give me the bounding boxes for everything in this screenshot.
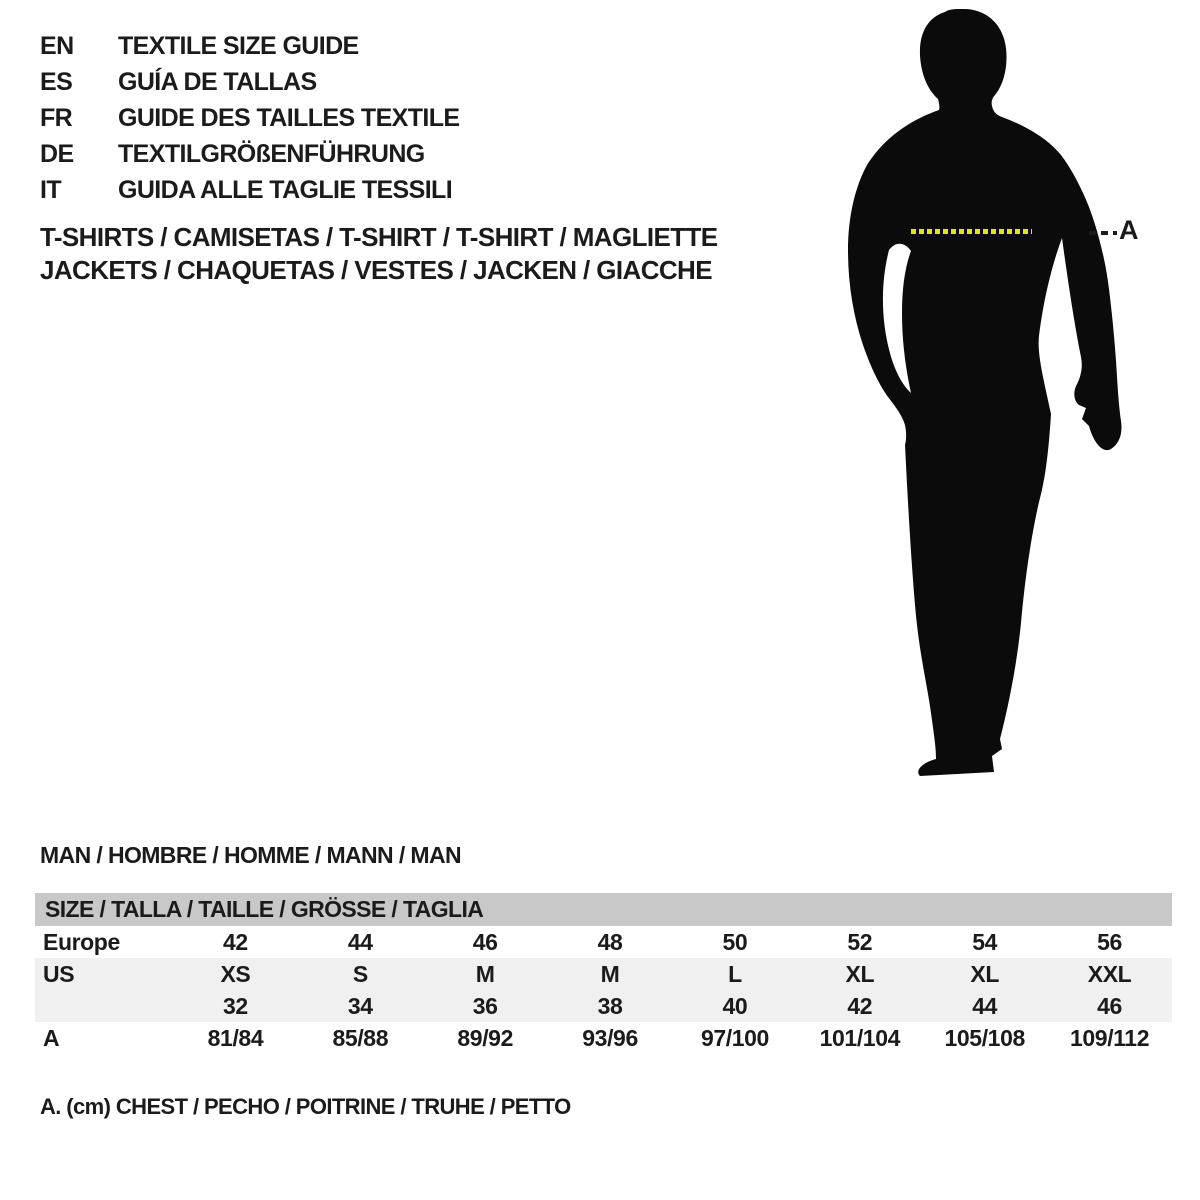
language-code: ES	[40, 68, 73, 96]
size-cell: 38	[597, 992, 623, 1019]
size-cell: 44	[972, 992, 998, 1019]
product-line: JACKETS / CHAQUETAS / VESTES / JACKEN / GIACCHE	[40, 255, 712, 285]
language-row	[40, 136, 460, 172]
language-code: IT	[40, 176, 62, 204]
row-label: Europe	[43, 928, 120, 955]
table-row	[35, 958, 1172, 990]
size-cell: 109/112	[1070, 1024, 1150, 1051]
size-cell: 40	[722, 992, 748, 1019]
language-label: TEXTILE SIZE GUIDE	[118, 32, 359, 60]
table-row	[35, 1022, 1172, 1054]
size-cell: 93/96	[582, 1024, 638, 1051]
size-cell: 46	[472, 928, 498, 955]
size-cell: 81/84	[207, 1024, 264, 1051]
language-code: DE	[40, 140, 74, 168]
size-cell: XL	[970, 960, 999, 987]
size-cell: 36	[472, 992, 498, 1019]
man-silhouette	[845, 5, 1145, 785]
row-label: A	[43, 1024, 60, 1051]
size-table-body	[35, 926, 1172, 1054]
language-list	[40, 28, 460, 208]
size-cell: 97/100	[700, 1024, 769, 1051]
size-cell: XL	[845, 960, 875, 987]
table-row	[35, 926, 1172, 958]
size-cell: 42	[847, 992, 873, 1019]
size-cell: 101/104	[819, 1024, 900, 1051]
size-cell: 85/88	[332, 1024, 389, 1051]
size-cell: 46	[1097, 992, 1122, 1019]
size-cell: XXL	[1087, 960, 1132, 987]
row-label: US	[43, 960, 75, 987]
size-cell: 48	[597, 928, 623, 955]
size-cell: 89/92	[457, 1024, 513, 1051]
size-cell: L	[728, 960, 742, 987]
size-cell: 56	[1097, 928, 1122, 955]
language-label: GUIDE DES TAILLES TEXTILE	[118, 104, 460, 132]
footnote: A. (cm) CHEST / PECHO / POITRINE / TRUHE / PETTO	[40, 1094, 571, 1119]
size-cell: XS	[220, 960, 251, 987]
language-row	[40, 100, 460, 136]
language-label: TEXTILGRÖßENFÜHRUNG	[118, 140, 425, 168]
size-table	[35, 893, 1172, 1054]
product-lines	[40, 221, 718, 287]
table-row	[35, 990, 1172, 1022]
measure-label-a: A	[1119, 215, 1138, 245]
measure-callout-dashes	[1089, 231, 1117, 235]
size-cell: M	[600, 960, 620, 987]
size-table-header: SIZE / TALLA / TAILLE / GRÖSSE / TAGLIA	[35, 893, 1172, 926]
size-cell: 44	[347, 928, 373, 955]
size-cell: 32	[223, 992, 248, 1019]
language-code: EN	[40, 32, 74, 60]
size-cell: 105/108	[944, 1024, 1025, 1051]
language-row	[40, 28, 460, 64]
language-row	[40, 172, 460, 208]
chest-measure-dotted-line	[911, 229, 1032, 234]
size-cell: 34	[347, 992, 373, 1019]
section-title: MAN / HOMBRE / HOMME / MANN / MAN	[40, 842, 462, 868]
size-cell: 54	[972, 928, 998, 955]
language-code: FR	[40, 104, 73, 132]
size-cell: 42	[223, 928, 248, 955]
size-cell: S	[352, 960, 368, 987]
size-cell: 50	[722, 928, 748, 955]
size-cell: 52	[847, 928, 873, 955]
language-row	[40, 64, 460, 100]
figure-area	[845, 5, 1145, 785]
product-line: T-SHIRTS / CAMISETAS / T-SHIRT / T-SHIRT / MAGLIETTE	[40, 222, 718, 252]
language-label: GUIDA ALLE TAGLIE TESSILI	[118, 176, 453, 204]
size-cell: M	[475, 960, 495, 987]
language-label: GUÍA DE TALLAS	[118, 68, 317, 96]
